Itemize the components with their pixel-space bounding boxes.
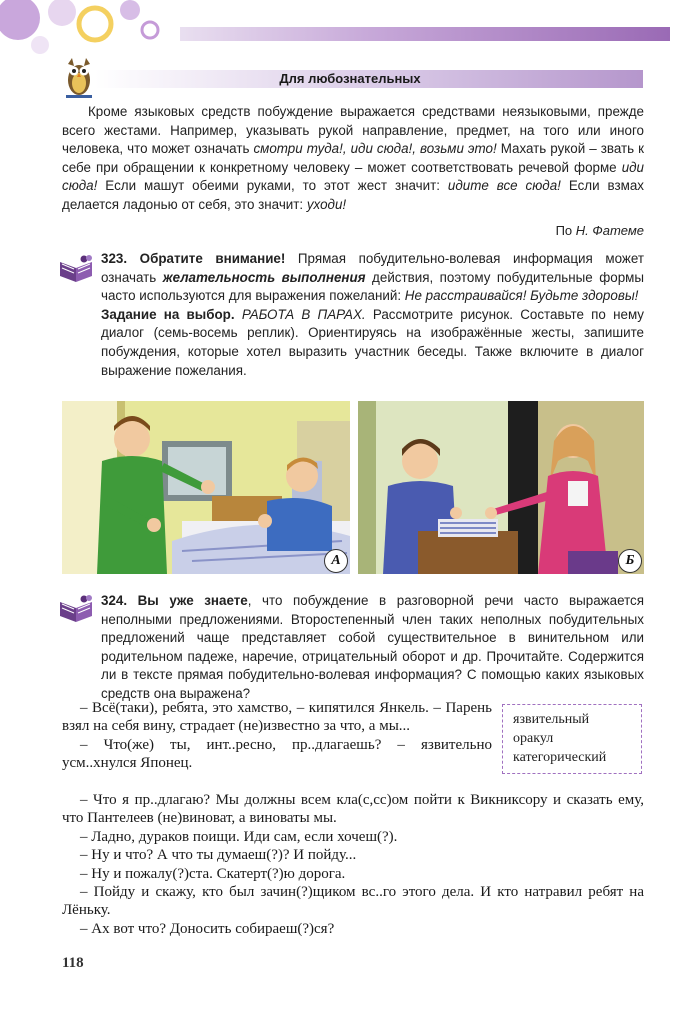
task-choice-label: Задание на выбор. bbox=[101, 306, 235, 322]
task-323-text-2: действия, поэтому побудительные формы часто используются для выражения пожеланий: bbox=[101, 269, 644, 304]
dialogue-line: – Пойду и скажу, кто был зачин(?)щиком вс..го этого дела. И кто натравил ребят на Лёньку. bbox=[62, 884, 644, 919]
intro-paragraph bbox=[62, 103, 644, 215]
source-author: Н. Фатеме bbox=[575, 223, 644, 238]
illustration-b-label: Б bbox=[618, 549, 642, 573]
vocabulary-word: язвительный bbox=[513, 712, 590, 727]
dialogue-line: – Ну и пожалу(?)ста. Скатерт(?)ю дорога. bbox=[80, 865, 346, 882]
task-324-number: 324. Вы уже знаете bbox=[101, 593, 248, 608]
intro-text-3: Если машут обеими руками, то этот жест значит: bbox=[97, 178, 448, 194]
task-323-bold-italic: желательность выполнения bbox=[162, 269, 366, 285]
top-decorative-band bbox=[180, 27, 670, 41]
source-attribution bbox=[400, 223, 644, 238]
page-number: 118 bbox=[62, 955, 84, 971]
intro-text-1: Кроме языковых средств побуждение выражается средствами неязыковыми, прежде всего жестами. Например, указывать рукой направление, предмет, на того или иного человека, что может означать bbox=[62, 104, 644, 157]
dialogue-line: – Ладно, дураков поищи. Иди сам, если хочеш(?). bbox=[80, 828, 398, 845]
task-choice-text: Рассмотрите рисунок. Составьте по нему диалог (семь-восемь реплик). Ориентируясь на изображённые жесты, запишите побуждения, которые хотел выразить участник беседы. Также включите в диалог выражение пожелания. bbox=[101, 306, 644, 378]
task-323 bbox=[101, 250, 644, 380]
section-title: Для любознательных bbox=[279, 71, 421, 86]
task-choice-mode: РАБОТА В ПАРАХ. bbox=[241, 306, 366, 322]
dialogue-line: – Что я пр..длагаю? Мы должны всем кла(с,сс)ом пойти к Викниксору и сказать ему, что Пантелеев (не)виноват, а виноваты мы. bbox=[62, 792, 644, 827]
decorative-circles bbox=[0, 0, 200, 60]
illustration-b bbox=[358, 401, 644, 574]
dialogue-line: – Что(же) ты, инт..ресно, пр..длагаешь? – язвительно усм..хнулся Японец. bbox=[62, 736, 492, 772]
illustration-a-drawing bbox=[62, 401, 350, 574]
task-323-text-1: Прямая побудительно-волевая информация может означать bbox=[101, 251, 644, 285]
intro-text-2: Махать рукой – звать к себе при обращении к конкретному человеку – может соответствовать речевой форме bbox=[62, 141, 644, 175]
dialogue-line: – Ну и что? А что ты думаеш(?)? И пойду... bbox=[80, 847, 357, 864]
illustration-a bbox=[62, 401, 350, 574]
vocabulary-word: категорический bbox=[513, 750, 607, 765]
task-324-text: , что побуждение в разговорной речи часто выражается неполными предложениями. Второстепенный член таких неполных побудительных предложений чаще представляет собой существительное в винительном или родительном падеже, наречие, отрицательный оборот и др. Прочитайте. Содержится ли в тексте прямая побудительно-волевая информация? С помощью каких языковых средств она выражена? bbox=[101, 593, 644, 701]
intro-italic-1: смотри туда!, иди сюда!, возьми это! bbox=[253, 141, 497, 157]
intro-italic-4: уходи! bbox=[306, 196, 347, 212]
dialogue-top bbox=[62, 699, 492, 773]
book-butterfly-icon bbox=[58, 594, 96, 624]
intro-italic-2: иди сюда! bbox=[62, 159, 644, 194]
dialogue-line: – Всё(таки), ребята, это хамство, – кипятился Янкель. – Парень взял на себя вину, страдает (не)известно за что, а мы... bbox=[62, 700, 492, 735]
source-prefix: По bbox=[555, 223, 576, 238]
task-324 bbox=[101, 592, 644, 704]
dialogue-bottom bbox=[62, 791, 644, 938]
task-323-italic: Не расстраивайся! Будьте здоровы! bbox=[404, 288, 639, 304]
intro-italic-3: идите все сюда! bbox=[447, 178, 561, 194]
vocabulary-box bbox=[502, 704, 642, 774]
vocabulary-word: оракул bbox=[513, 731, 554, 746]
book-butterfly-icon bbox=[58, 254, 96, 284]
illustration-b-drawing bbox=[358, 401, 644, 574]
intro-text-4: Если взмах делается ладонью от себя, это значит: bbox=[62, 178, 644, 212]
dialogue-line: – Ах вот что? Доносить собираеш(?)ся? bbox=[80, 920, 335, 937]
task-323-number: 323. Обратите внимание! bbox=[101, 251, 286, 266]
illustration-a-label: А bbox=[324, 549, 348, 573]
